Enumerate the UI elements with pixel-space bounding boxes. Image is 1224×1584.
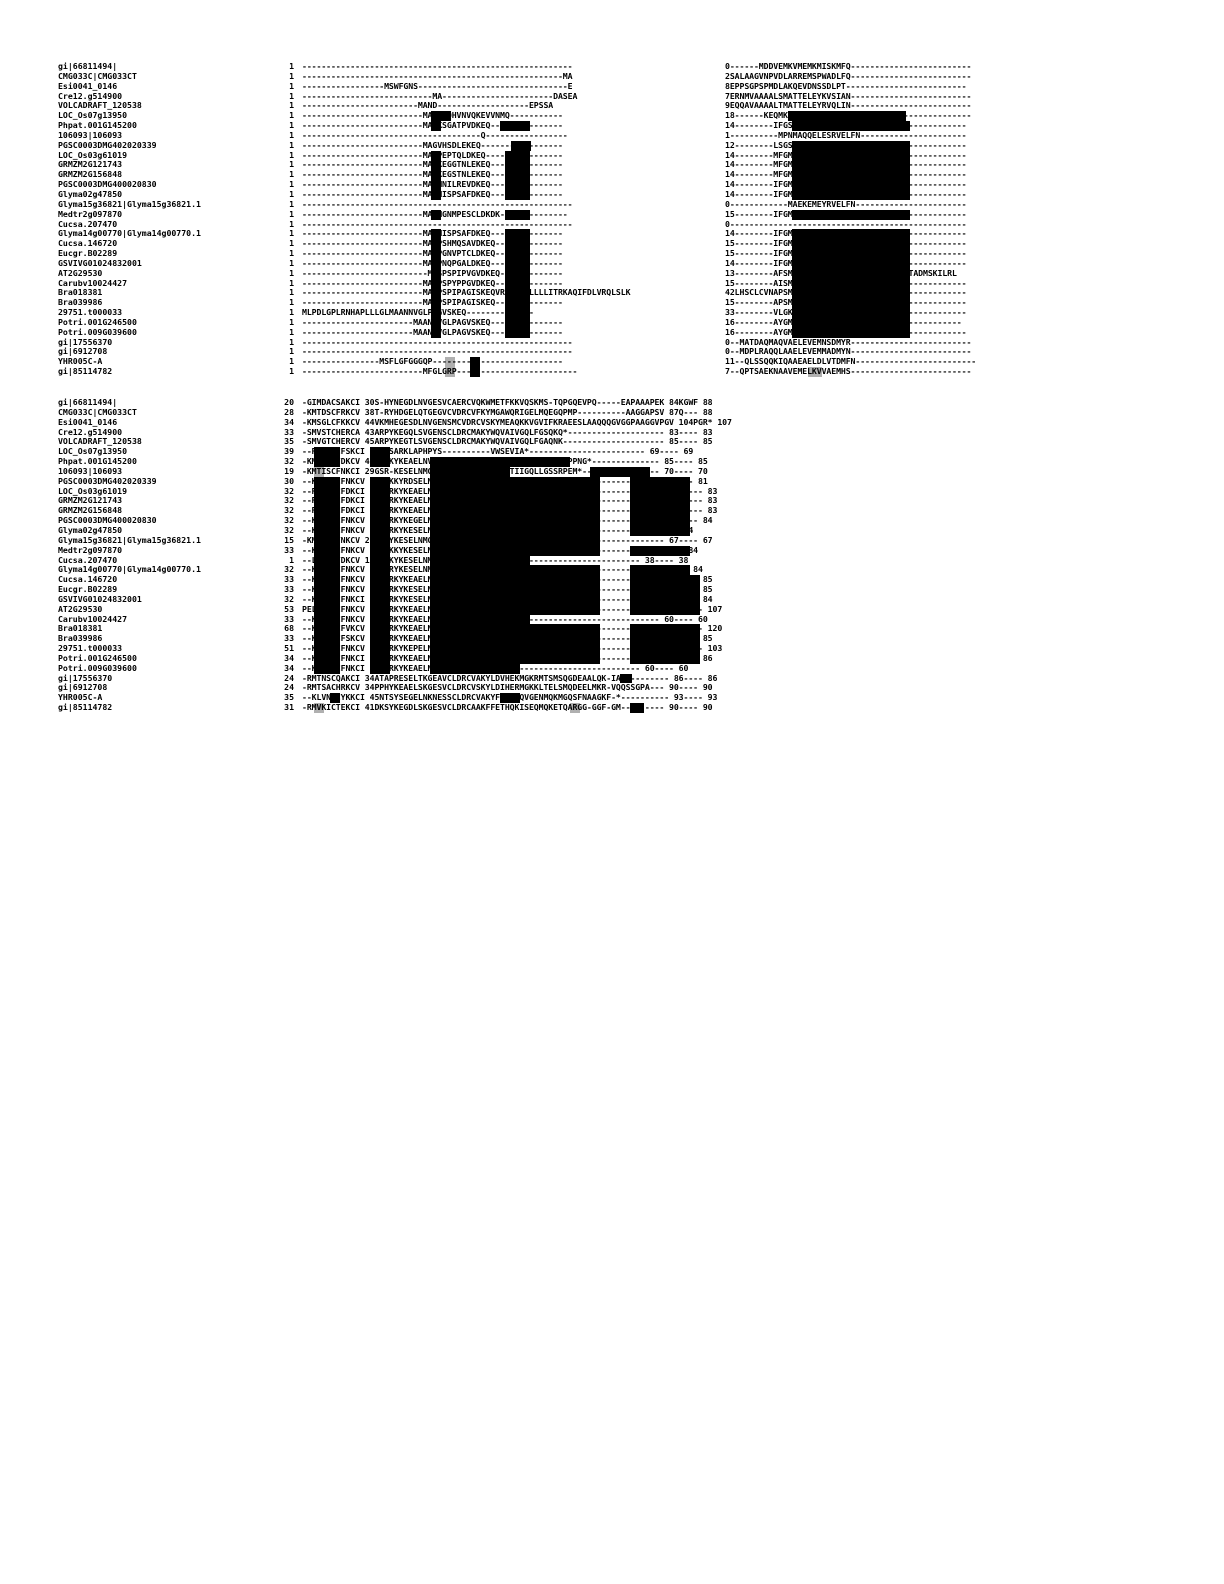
sequence-segment-a: -------------------------MFGLGRP------------------------- — [302, 366, 578, 377]
sequence-name: LOC_Os07g13950 — [58, 446, 128, 457]
start-position: 1 — [289, 179, 294, 190]
sequence-name: Glyma14g00770|Glyma14g00770.1 — [58, 564, 201, 575]
sequence-segment-b: 42LHSCLCVNAPSMAQTEMEYRVELFN----------------------- — [725, 287, 967, 298]
start-position: 34 — [284, 416, 294, 427]
sequence-name: Glyma15g36821|Glyma15g36821.1 — [58, 198, 201, 209]
sequence-segment: -SMVGTCHERCV 45ARPYKEGTLSVGENSCLDRCMAKYWQVAIVGQLFGAQNK--------------------- 85---- 85 — [302, 436, 713, 447]
sequence-name: LOC_Os07g13950 — [58, 110, 128, 121]
sequence-segment: --KLAQTCFVKCV 78DKRKYKEAELNMGENSCIDRCVSKYWQVNGMVGQMLSAGRPPQ*--------------- 120---- 120 — [302, 623, 723, 634]
alignment-row — [0, 308, 1224, 318]
sequence-segment-a: -------------------------MAGVHSDLEKEQ----------------- — [302, 139, 563, 150]
sequence-segment-a: -----------------MSWFGNS-------------------------------E — [302, 80, 573, 91]
start-position: 1 — [289, 248, 294, 259]
alignment-block-2 — [0, 398, 1224, 713]
sequence-name: Cucsa.207470 — [58, 554, 118, 565]
sequence-segment-a: -------------------------MAGKSGATPVDKEQ--------------- — [302, 120, 563, 131]
sequence-segment-a: -------------------------MAAPGNVPTCLDKEQ-------------- — [302, 248, 563, 259]
sequence-segment: --LTQSCFDKCV 10DKRKYKESELNMCKNSCIDRCVSKYWHVS*------------------------- 38---- 38 — [302, 554, 689, 565]
start-position: 24 — [284, 682, 294, 693]
sequence-segment-a: ---------------------------MA-----------------------DASEA — [302, 90, 578, 101]
sequence-segment-a: -----------------------MAANNVGLPAGVSKEQ--------------- — [302, 326, 563, 337]
alignment-row — [0, 101, 1224, 111]
start-position: 1 — [289, 238, 294, 249]
sequence-name: GRMZM2G156848 — [58, 505, 123, 516]
sequence-segment: -RMTNSCQAKCI 34ATAPRESELTKGEAVCLDRCVAKYLDVHEKMGKRMTSMSQGDEAALQK-IAQQ-------- 86---- 86 — [302, 672, 718, 683]
sequence-segment-a: -------------------------MAGKEGSTNLEKEQ--------------- — [302, 169, 563, 180]
start-position: 30 — [284, 475, 294, 486]
sequence-segment: --KLTHTCFNKCI 42EKRKYKESELNMGENSCIDRCVSKYWQVTNIVGQLLGSNRPPM*--------------- 84---- 84 — [302, 593, 713, 604]
sequence-segment-a: --------------------------MASPSPIPVGVDKEQ------------- — [302, 267, 563, 278]
sequence-name: Cre12.g514900 — [58, 90, 123, 101]
sequence-segment-b: 13--------AFSMAQTEMEYRVELFNDIYKLEEYKFETADMSKILRL — [725, 267, 957, 278]
start-position: 1 — [289, 110, 294, 121]
sequence-segment-b: 14--------IFGMAEKEMEYRVELFN----------------------- — [725, 257, 967, 268]
start-position: 31 — [284, 702, 294, 713]
sequence-segment-b: 18------KEQMKGLAEKEMEYRVELFN----------------------- — [725, 110, 972, 121]
sequence-name: Cre12.g514900 — [58, 426, 123, 437]
sequence-segment: -RMTSACHRKCV 34PPHYKEAELSKGESVCLDRCVSKYLDIHERMGKKLTELSMQDEELMKR-VQQSSGPA--- 90---- 90 — [302, 682, 713, 693]
start-position: 1 — [289, 267, 294, 278]
start-position: 1 — [289, 287, 294, 298]
start-position: 1 — [289, 336, 294, 347]
sequence-segment: --KMAQTCFNKCV 45DKRKYKEAELNMGENSCI---------------------------------------- 60---- 60 — [302, 613, 708, 624]
sequence-name: 29751.t000033 — [58, 307, 123, 318]
sequence-name: YHR005C-A — [58, 356, 103, 367]
alignment-row — [0, 170, 1224, 180]
sequence-segment-b: 14--------IFGMAEKEMEYRVEPFN----------------------- — [725, 179, 967, 190]
sequence-segment: --RLVQTCFSKCI 49EMSARKLAPHPYS----------VWSEVIA*------------------------ 69---- 69 — [302, 446, 694, 457]
start-position: 35 — [284, 436, 294, 447]
sequence-segment-b: 14--------MFGMAEKEMEYRVELFN----------------------- — [725, 169, 967, 180]
start-position: 15 — [284, 534, 294, 545]
start-position: 33 — [284, 426, 294, 437]
sequence-segment-a: -------------------------MATPSPIPAGISKEQ-------------- — [302, 297, 563, 308]
sequence-name: PGSC0003DMG402020339 — [58, 139, 157, 150]
sequence-name: LOC_Os03g61019 — [58, 485, 128, 496]
sequence-segment: --KLVNNCYKKCI 45NTSYSEGELNKNESSCLDRCVAKYFETNVQVGENMQKMGQSFNAAGKF-*---------- 93---- 93 — [302, 692, 718, 703]
start-position: 1 — [289, 228, 294, 239]
sequence-segment-a: MLPDLGPLRNHAPLLLGLMAANNVGLPAGVSKEQ-------------- — [302, 307, 534, 318]
sequence-segment-a: -------------------------MASPSHMQSAVDKEQ-------------- — [302, 238, 563, 249]
start-position: 1 — [289, 366, 294, 377]
start-position: 1 — [289, 188, 294, 199]
sequence-name: gi|85114782 — [58, 366, 113, 377]
start-position: 19 — [284, 465, 294, 476]
sequence-segment: -GIMDACSAKCI 30S-HYNEGDLNVGESVCAERCVQKWMETFKKVQSKMS-TQPGQEVPQ-----EAPAAAPEK 84KGWF 88 — [302, 397, 713, 407]
sequence-segment-a: -------------------------MASPSPYPPGVDKEQ-------------- — [302, 277, 563, 288]
sequence-name: gi|6912708 — [58, 682, 108, 693]
sequence-name: Medtr2g097870 — [58, 544, 123, 555]
sequence-segment-a: ----------------MSFLGFGGGQP--------------------------- — [302, 356, 563, 367]
sequence-segment-b: 11--QLSSQQKIQAAEAELDLVTDMFN------------------------- — [725, 356, 977, 367]
sequence-name: gi|66811494| — [58, 397, 118, 407]
sequence-segment-a: -----------------------MAANNVGLPAGVSKEQ--------------- — [302, 316, 563, 327]
sequence-name: Glyma02g47850 — [58, 524, 123, 535]
sequence-segment: -KMSGLCFKKCV 44VKMHEGESDLNVGENSMCVDRCVSKYMEAQKKVGVIFKRAEESLAAQQQGVGGPAAGGVPGV 104PGR* 107 — [302, 416, 732, 427]
sequence-segment-a: -------------------------MASNISPSAFDKEQ--------------- — [302, 188, 563, 199]
sequence-name: Carubv10024427 — [58, 277, 128, 288]
sequence-name: Potri.001G246500 — [58, 652, 137, 663]
sequence-segment-b: 7ERNMVAAAALSMATTELEYKVSIAN------------------------- — [725, 90, 972, 101]
sequence-segment: --KLTHTCFNKCI 44DKRKYKEAELNMGENSCVDRCVSKYWHVNGIIGQLLSAGRPPN*--------------- 86---- 86 — [302, 652, 713, 663]
sequence-name: Bra039986 — [58, 633, 103, 644]
start-position: 1 — [289, 356, 294, 367]
sequence-name: VOLCADRAFT_120538 — [58, 100, 142, 111]
sequence-segment-b: 16--------AYGMAPTEMEYRVELFN----------------------- — [725, 326, 967, 337]
alignment-row — [0, 111, 1224, 121]
sequence-segment-a: -------------------------------------------------------- — [302, 61, 573, 71]
start-position: 28 — [284, 406, 294, 417]
start-position: 1 — [289, 257, 294, 268]
start-position: 1 — [289, 297, 294, 308]
start-position: 32 — [284, 456, 294, 467]
alignment-row — [0, 229, 1224, 239]
sequence-segment-a: -------------------------------------------------------- — [302, 336, 573, 347]
alignment-row — [0, 298, 1224, 308]
sequence-name: Glyma02g47850 — [58, 188, 123, 199]
sequence-name: VOLCADRAFT_120538 — [58, 436, 142, 447]
sequence-segment: --RLTQTCFDKCI 42EKRKYKEAELNMGENSCIDRCVSKYWQVTNLVGQMLGNR-PQM*---------------- 83---- 83 — [302, 505, 718, 516]
sequence-segment-b: 0--MDPLRAQQLAAELEVEMMADMYN------------------------- — [725, 346, 972, 357]
start-position: 1 — [289, 120, 294, 131]
alignment-row — [0, 239, 1224, 249]
sequence-segment-b: 15--------AISMAQMEMEYRVELFN----------------------- — [725, 277, 967, 288]
sequence-name: LOC_Os03g61019 — [58, 149, 128, 160]
sequence-segment: --KLTQSCFNKCV 43DKRKYKEAELNMGENSCIDRCVSKYWHVTNLIGQLLGSGRPPM*--------------- 85---- 85 — [302, 574, 713, 585]
sequence-segment-b: 15--------APSMAQTEMEYRVELFN----------------------- — [725, 297, 967, 308]
alignment-row — [0, 288, 1224, 298]
start-position: 53 — [284, 603, 294, 614]
start-position: 33 — [284, 584, 294, 595]
sequence-segment: --KLTHTCFNKCV 40ENKKYRDSELNMGENSCIDRCVSKYWQVTNLVGQLLGNTRPM*--------------- 81---- 81 — [302, 475, 708, 486]
alignment-row — [0, 200, 1224, 210]
sequence-segment: -RMVKICTEKCI 41DKSYKEGDLSKGESVCLDRCAAKFFETHQKISEQMQKETQARGG-GGF-GM--------- 90---- 90 — [302, 702, 713, 713]
sequence-segment-a: -------------------------------------------------------- — [302, 218, 573, 229]
sequence-name: Glyma15g36821|Glyma15g36821.1 — [58, 534, 201, 545]
sequence-segment: --RLTQTCFDKCI 42EKRKYKEAELNMGENSCIDRCVSKYWQVTNLVGQMLGNR-PQM*---------------- 83---- 83 — [302, 485, 718, 496]
sequence-segment-a: -------------------------MAKPEPTQLDKEQ---------------- — [302, 149, 563, 160]
start-position: 1 — [289, 326, 294, 337]
start-position: 32 — [284, 593, 294, 604]
alignment-row — [0, 92, 1224, 102]
alignment-row — [0, 121, 1224, 131]
start-position: 32 — [284, 515, 294, 526]
sequence-segment-b: 0------------------------------------------------- — [725, 218, 967, 229]
start-position: 1 — [289, 218, 294, 229]
sequence-segment-b: 14--------IFGSAQGEMEYRVELFN----------------------- — [725, 120, 967, 131]
sequence-name: GSVIVG01024832001 — [58, 257, 142, 268]
sequence-name: CMG033C|CMG033CT — [58, 70, 137, 81]
start-position: 1 — [289, 307, 294, 318]
start-position: 20 — [284, 397, 294, 407]
sequence-segment-a: -------------------------------------------------------- — [302, 346, 573, 357]
start-position: 1 — [289, 139, 294, 150]
sequence-name: Bra018381 — [58, 287, 103, 298]
sequence-segment-b: 7--QPTSAEKNAAVEMELKVVAEMHS------------------------- — [725, 366, 972, 377]
sequence-segment-b: 8EPPSGPSPMDLAKQEVDNSSDLPT------------------------- — [725, 80, 967, 91]
sequence-segment-a: -------------------------MAAPSPIPAGISKEQVRIPYLLLLLLITRKAQIFDLVRQLSLK — [302, 287, 631, 298]
sequence-name: Potri.009G039600 — [58, 662, 137, 673]
sequence-name: gi|85114782 — [58, 702, 113, 713]
sequence-name: YHR005C-A — [58, 692, 103, 703]
sequence-name: gi|6912708 — [58, 346, 108, 357]
start-position: 32 — [284, 564, 294, 575]
sequence-segment: --KMTKSCFNKCV 43DNKKYKESELNMGENTCIDRCVSKYWHVTNLIGQLLGNGKQ*-------------- 84---- 84 — [302, 544, 699, 555]
alignment-row — [0, 151, 1224, 161]
alignment-row — [0, 72, 1224, 82]
sequence-segment-a: -------------------------MAANNILREVDKEQ--------------- — [302, 179, 563, 190]
alignment-row — [0, 160, 1224, 170]
sequence-name: gi|17556370 — [58, 672, 113, 683]
start-position: 1 — [289, 277, 294, 288]
alignment-row — [0, 269, 1224, 279]
sequence-segment-b: 15--------IFGMAEKEMEYRVELFN----------------------- — [725, 248, 967, 259]
sequence-segment-b: 0--MATDAQMAQVAELEVEMNSDMYR------------------------- — [725, 336, 972, 347]
start-position: 39 — [284, 446, 294, 457]
sequence-segment-b: 15--------IFGMAEKEMEYRVELFN----------------------- — [725, 208, 967, 219]
sequence-segment-b: 15--------IFGMAEKEMEYRVELFN----------------------- — [725, 238, 967, 249]
sequence-segment: -KMTQTCFDKCV 42EKRKYKEAELNVGENSCIDRCVAKYWQVNGIVGQMLGSSHPPNG*-------------- 85---- 85 — [302, 456, 708, 467]
sequence-segment: --KLTHTCFNKCI 44DKRKYKEAELNMGENS-------------------------------------- 60---- 60 — [302, 662, 689, 673]
alignment-row — [0, 141, 1224, 151]
sequence-name: Bra039986 — [58, 297, 103, 308]
start-position: 1 — [289, 90, 294, 101]
sequence-name: Potri.009G039600 — [58, 326, 137, 337]
sequence-segment-b: 2SALAAGVNPVDLARREMSPWADLFQ------------------------- — [725, 70, 972, 81]
sequence-name: PGSC0003DMG402020339 — [58, 475, 157, 486]
start-position: 32 — [284, 524, 294, 535]
start-position: 34 — [284, 652, 294, 663]
start-position: 1 — [289, 129, 294, 140]
sequence-name: gi|66811494| — [58, 61, 118, 71]
start-position: 32 — [284, 495, 294, 506]
start-position: 1 — [289, 346, 294, 357]
sequence-segment-a: -------------------------MAMNGNMPESCLDKDK-------------- — [302, 208, 568, 219]
sequence-name: GSVIVG01024832001 — [58, 593, 142, 604]
sequence-name: Phpat.001G145200 — [58, 456, 137, 467]
sequence-name: Eucgr.B02289 — [58, 584, 118, 595]
start-position: 1 — [289, 316, 294, 327]
sequence-name: Bra018381 — [58, 623, 103, 634]
alignment-row — [0, 62, 1224, 72]
sequence-segment: --KLAQTCFSKCV 45DKRKYKEAELNMGENSCIDRCVSKYWQVNGMVGQMLSAGRPPN*--------------- 85---- 85 — [302, 633, 713, 644]
sequence-name: AT2G29530 — [58, 603, 103, 614]
sequence-name: gi|17556370 — [58, 336, 113, 347]
sequence-segment-a: -------------------------MASKEQHVNVQKEVVNMQ----------- — [302, 110, 563, 121]
sequence-segment: -KMTQTCFNKCV 25DNRYKESELNMGENSCIDRCASKYWHVKCVFSLLNDIHSLALF*---------------- 67---- 67 — [302, 534, 713, 545]
alignment-row — [0, 210, 1224, 220]
sequence-name: GRMZM2G156848 — [58, 169, 123, 180]
sequence-segment: --RLTQTCFDKCI 42EKRKYKEAELNMGENSCIDRCVSKYWQVTNLVGQMLGNQ-PQM*---------------- 83---- 83 — [302, 495, 718, 506]
start-position: 33 — [284, 544, 294, 555]
sequence-segment: -KMTISCFNKCI 29GSR-KESELNMGENSCIDRCTAKYYQVNTIIGQLLGSSRPEM*---------------- 70---- 70 — [302, 465, 708, 476]
sequence-name: Potri.001G246500 — [58, 316, 137, 327]
sequence-segment-a: ------------------------------------------------------MA — [302, 70, 573, 81]
alignment-row — [0, 318, 1224, 328]
sequence-segment: PELLAQTCFNKCV 65DKRKYKEAELNMGENSCIDRCVSKYWQVNGMVGQLLSAGRPPV*--------------- 107---- 107 — [302, 603, 723, 614]
alignment-row — [0, 338, 1224, 348]
sequence-name: AT2G29530 — [58, 267, 103, 278]
sequence-segment: --KMTQTCFNKCV 42DKRKYKESELNMGENSCIDRCVSKYWHVTNLVGRLIGSLALAN*----------- 84---- 84 — [302, 524, 694, 535]
sequence-segment-a: ------------------------MAND-------------------EPSSA — [302, 100, 554, 111]
sequence-segment-a: -------------------------MAAPNQPGALDKEQ--------------- — [302, 257, 563, 268]
start-position: 1 — [289, 208, 294, 219]
start-position: 1 — [289, 100, 294, 111]
sequence-segment-b: 9EQQAVAAAALTMATTELEYRVQLIN------------------------- — [725, 100, 972, 111]
start-position: 32 — [284, 485, 294, 496]
sequence-name: Cucsa.207470 — [58, 218, 118, 229]
start-position: 68 — [284, 623, 294, 634]
start-position: 1 — [289, 149, 294, 160]
sequence-name: Eucgr.B02289 — [58, 248, 118, 259]
alignment-row — [0, 131, 1224, 141]
sequence-segment-b: 14--------MFGMAEKEMEYRVELFN----------------------- — [725, 149, 967, 160]
sequence-segment: --KMTQTCFNKCV 42DNRYKESELNMGENSCIDRCVSKYWHVTNLVGQLLGSGRSHM*-------------- 84---- 84 — [302, 564, 703, 575]
sequence-segment-b: 12--------LSGSAEKEMEYRVEPFN----------------------- — [725, 139, 967, 150]
sequence-name: Cucsa.146720 — [58, 574, 118, 585]
start-position: 1 — [289, 159, 294, 170]
start-position: 35 — [284, 692, 294, 703]
sequence-name: PGSC0003DMG400020830 — [58, 179, 157, 190]
sequence-name: Medtr2g097870 — [58, 208, 123, 219]
sequence-segment: --KLAQTCFNKCV 61DKRKYKEPELNMGENSCIDRCVSKYFHVNGIIGQALSAGRPPN*--------------- 103---- 103 — [302, 643, 723, 654]
sequence-name: Esi0041_0146 — [58, 416, 118, 427]
sequence-name: Carubv10024427 — [58, 613, 128, 624]
start-position: 1 — [289, 554, 294, 565]
sequence-segment: -SMVSTCHERCA 43ARPYKEGQLSVGENSCLDRCMAKYWQVAIVGQLFGSQKQ*-------------------- 83---- 83 — [302, 426, 713, 437]
sequence-segment-a: -------------------------MASNISPSAFDKEQ--------------- — [302, 228, 563, 239]
sequence-segment-b: 0------------MAEKEMEYRVELFN----------------------- — [725, 198, 967, 209]
sequence-name: Phpat.001G145200 — [58, 120, 137, 131]
sequence-name: GRMZM2G121743 — [58, 159, 123, 170]
start-position: 32 — [284, 505, 294, 516]
alignment-row — [0, 249, 1224, 259]
start-position: 33 — [284, 613, 294, 624]
sequence-segment-a: -------------------------------------------------------- — [302, 198, 573, 209]
alignment-row — [0, 180, 1224, 190]
sequence-segment: --KLTHTCFNKCV 42EKRKYKEGELNMGENSCIDRCVSKYWQVTNIIGQMLSNGRPPM*--------------- 84---- 84 — [302, 515, 713, 526]
sequence-segment: --KLTHTCFNKCV 43DKRKYKESELNMGENSCIDRCVSKYWQVSNIIGQLLGSGRPPN*--------------- 85---- 85 — [302, 584, 713, 595]
start-position: 1 — [289, 169, 294, 180]
sequence-segment-a: -------------------------------------Q----------------- — [302, 129, 568, 140]
start-position: 24 — [284, 672, 294, 683]
start-position: 1 — [289, 70, 294, 81]
start-position: 33 — [284, 633, 294, 644]
sequence-segment-b: 14--------IFGMAEKEMEYRVELFN----------------------- — [725, 188, 967, 199]
alignment-row — [0, 367, 1224, 377]
sequence-name: CMG033C|CMG033CT — [58, 406, 137, 417]
start-position: 51 — [284, 643, 294, 654]
start-position: 33 — [284, 574, 294, 585]
start-position: 1 — [289, 198, 294, 209]
start-position: 1 — [289, 61, 294, 71]
alignment-row — [0, 82, 1224, 92]
alignment-row — [0, 328, 1224, 338]
sequence-segment-b: 0------MDDVEMKVMEMKMISKMFQ------------------------- — [725, 61, 972, 71]
sequence-segment: -KMTDSCFRKCV 38T-RYHDGELQTGEGVCVDRCVFKYMGAWQRIGELMQEGQPMP----------AAGGAPSV 87Q--- 88 — [302, 406, 713, 417]
sequence-name: 106093|106093 — [58, 129, 123, 140]
alignment-row — [0, 703, 1224, 713]
alignment-row — [0, 357, 1224, 367]
sequence-name: Esi0041_0146 — [58, 80, 118, 91]
sequence-name: Cucsa.146720 — [58, 238, 118, 249]
sequence-name: PGSC0003DMG400020830 — [58, 515, 157, 526]
sequence-segment-b: 14--------MFGMAEKEMEYRVELFN----------------------- — [725, 159, 967, 170]
alignment-row — [0, 259, 1224, 269]
sequence-name: GRMZM2G121743 — [58, 495, 123, 506]
sequence-segment-b: 14--------IFGMAEKEMEYRVELFN----------------------- — [725, 228, 967, 239]
sequence-segment-a: -------------------------MAGKEGGTNLEKEQ--------------- — [302, 159, 563, 170]
sequence-segment-b: 1----------MPNMAQQELESRVELFN---------------------- — [725, 129, 967, 140]
sequence-name: 106093|106093 — [58, 465, 123, 476]
alignment-row — [0, 347, 1224, 357]
start-position: 1 — [289, 80, 294, 91]
sequence-name: 29751.t000033 — [58, 643, 123, 654]
sequence-segment-b: 33--------VLGKLGMEMEYRVELFN----------------------- — [725, 307, 967, 318]
alignment-block-1 — [0, 62, 1224, 377]
sequence-segment-b: 16--------AYGMATEMEYRVELFN----------------------- — [725, 316, 962, 327]
start-position: 34 — [284, 662, 294, 673]
sequence-name: Glyma14g00770|Glyma14g00770.1 — [58, 228, 201, 239]
